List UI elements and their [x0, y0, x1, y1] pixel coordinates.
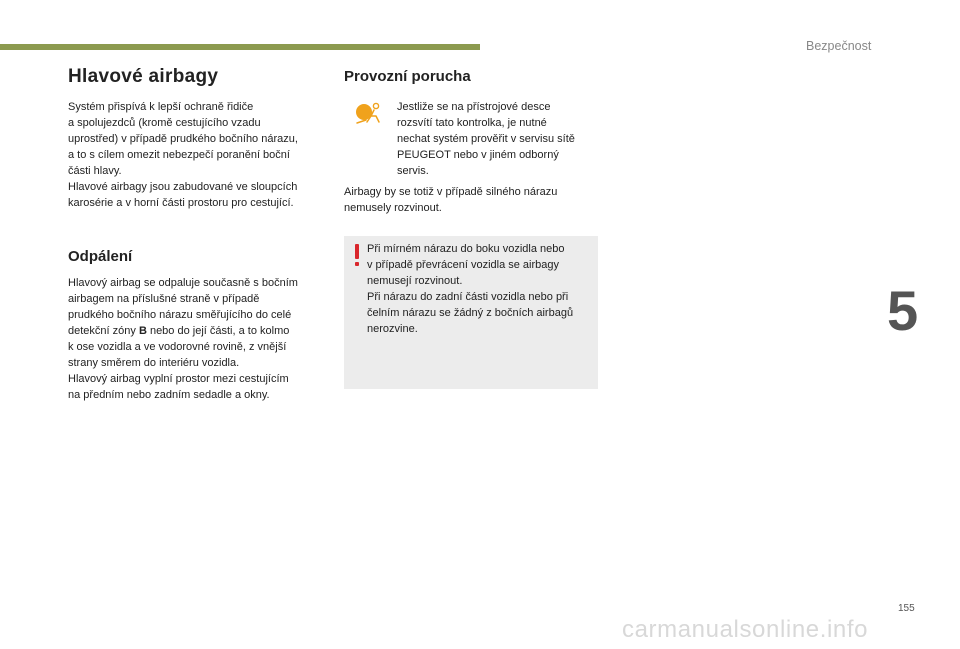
- text-line: Hlavový airbag se odpaluje současně s bočním: [68, 277, 298, 289]
- text-line: Systém přispívá k lepší ochraně řidiče: [68, 101, 254, 113]
- text-line: servis.: [397, 165, 429, 177]
- airbag-warning-icon: [354, 101, 384, 129]
- text-line: detekční zóny B nebo do její části, a to kolmo: [68, 325, 290, 337]
- page-number: 155: [898, 603, 915, 614]
- text-line: PEUGEOT nebo v jiném odborný: [397, 149, 559, 161]
- heading-head-airbags: Hlavové airbagy: [68, 66, 219, 87]
- text-line: prudkého bočního nárazu směřujícího do celé: [68, 309, 292, 321]
- warning-text: [367, 241, 573, 337]
- watermark: carmanualsonline.info: [622, 616, 869, 643]
- section-title: Bezpečnost: [806, 39, 872, 53]
- text-line: Hlavové airbagy jsou zabudované ve sloupcích: [68, 181, 298, 193]
- heading-malfunction: Provozní porucha: [344, 68, 471, 85]
- warning-box: [344, 236, 598, 389]
- text-line: k ose vozidla a ve vodorovné rovině, z vnější: [68, 341, 287, 353]
- fault-paragraph: [397, 99, 575, 179]
- text-line: a to s cílem omezit nebezpečí poranění boční: [68, 149, 290, 161]
- exclamation-icon: [352, 243, 362, 267]
- header-accent-bar: [0, 44, 480, 50]
- text-line: airbagem na příslušné straně v případě: [68, 293, 260, 305]
- note-paragraph: [344, 184, 557, 216]
- text-line: Při mírném nárazu do boku vozidla nebo: [367, 243, 565, 255]
- zone-label: B: [138, 325, 147, 337]
- text-line: Hlavový airbag vyplní prostor mezi cestujícím: [68, 373, 289, 385]
- text-line: nemusejí rozvinout.: [367, 275, 463, 287]
- text-line: na předním nebo zadním sedadle a okny.: [68, 389, 270, 401]
- text-line: nemusely rozvinout.: [344, 202, 442, 214]
- chapter-number: 5: [887, 279, 919, 342]
- intro-paragraph: [68, 99, 298, 211]
- heading-deployment: Odpálení: [68, 248, 133, 265]
- text-line: části hlavy.: [68, 165, 122, 177]
- text-line: Airbagy by se totiž v případě silného nárazu: [344, 186, 558, 198]
- text-line: nechat systém prověřit v servisu sítě: [397, 133, 575, 145]
- text-line: Jestliže se na přístrojové desce: [397, 101, 551, 113]
- text-line: karosérie a v horní části prostoru pro cestující.: [68, 197, 294, 209]
- text-line: v případě převrácení vozidla se airbagy: [367, 259, 559, 271]
- text-line: rozsvítí tato kontrolka, je nutné: [397, 117, 547, 129]
- deployment-paragraph: [68, 275, 298, 403]
- text-line: strany směrem do interiéru vozidla.: [68, 357, 240, 369]
- text-line: Při nárazu do zadní části vozidla nebo při: [367, 291, 569, 303]
- text-line: čelním nárazu se žádný z bočních airbagů: [367, 307, 574, 319]
- text-line: nerozvine.: [367, 323, 418, 335]
- text-line: uprostřed) v případě prudkého bočního nárazu,: [68, 133, 298, 145]
- text-line: a spolujezdců (kromě cestujícího vzadu: [68, 117, 261, 129]
